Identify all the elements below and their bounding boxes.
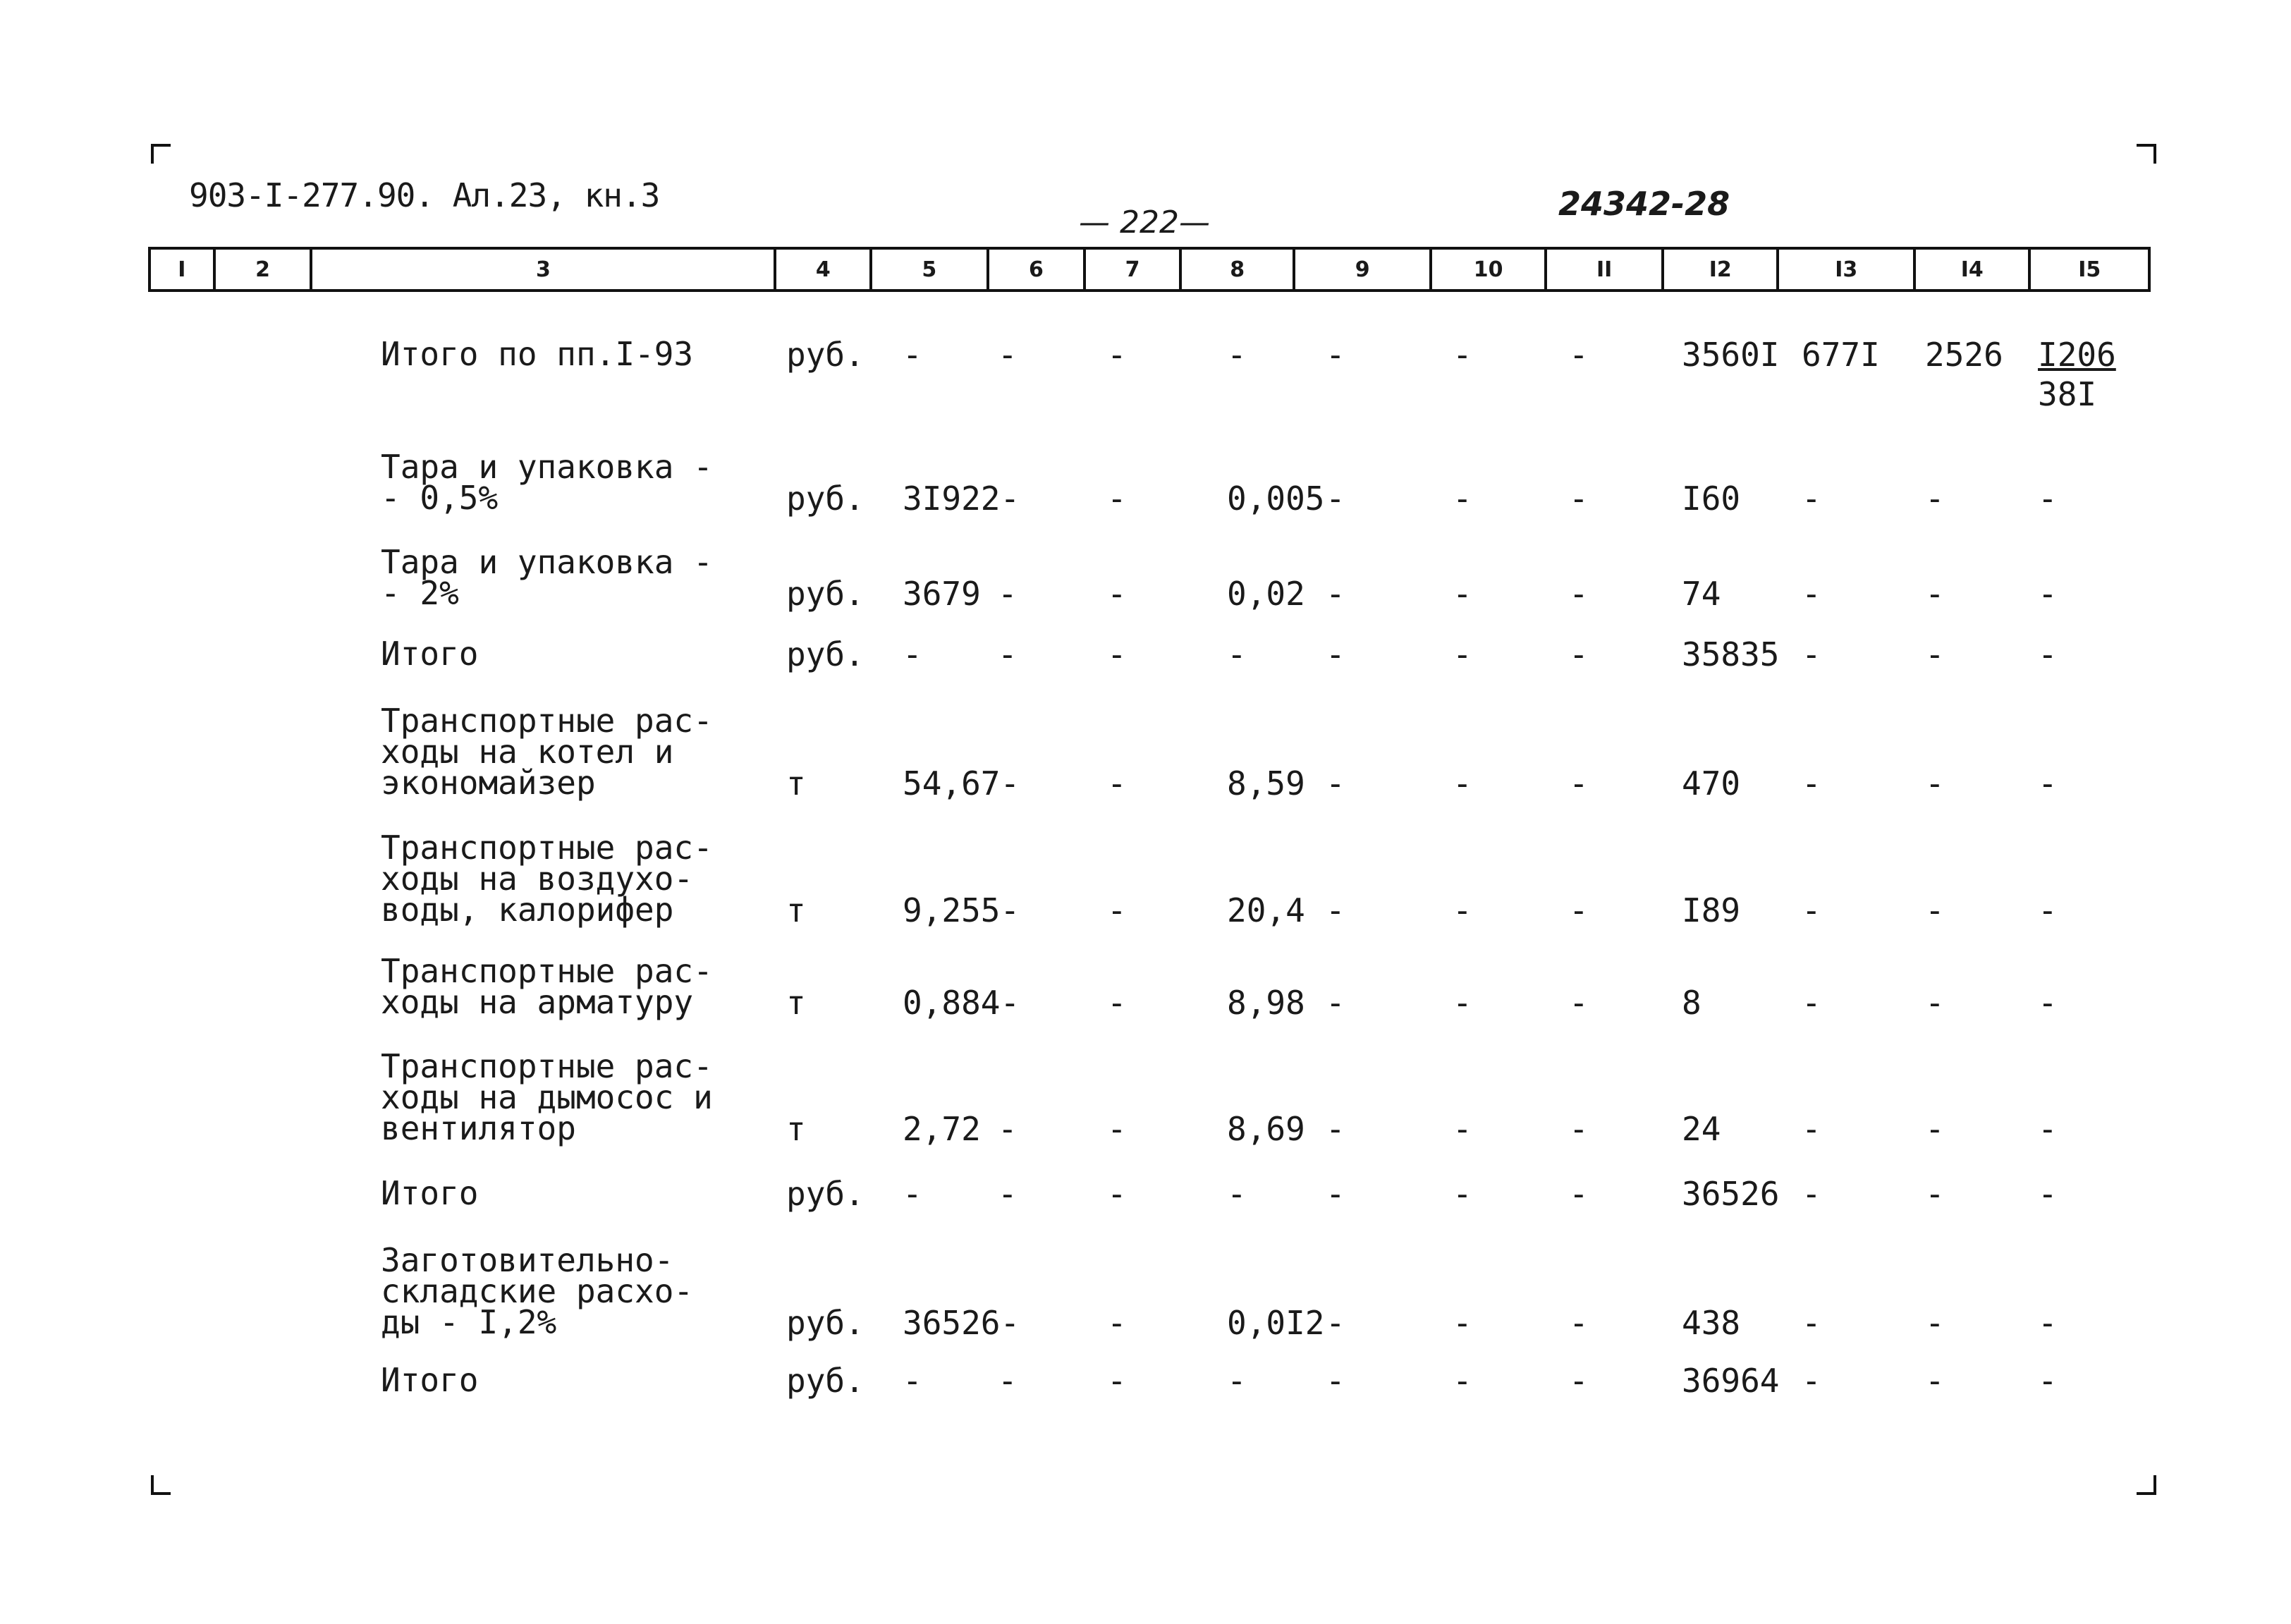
cell-c15: - [2038,1304,2058,1342]
column-number-15: I5 [2078,257,2101,282]
item-name [381,1174,479,1212]
item-name [381,335,694,373]
cell-c12: 3560I [1682,336,1780,374]
cell-c9: - [1326,891,1345,929]
cell-c15: - [2038,1110,2058,1148]
cell-c5: - [903,336,922,374]
item-name-line: - 2% [381,574,459,612]
cell-c15: - [2038,575,2058,613]
item-name-line: Итого [381,635,479,673]
cell-c13: - [1802,891,1821,929]
cell-c10: - [1453,1175,1472,1213]
cell-c13: - [1802,480,1821,518]
column-number-10: 10 [1432,250,1548,289]
column-number-12: I2 [1664,250,1780,289]
cell-c5: 3679 [903,575,981,613]
corner-mark-top-left [151,144,171,164]
cell-c14: - [1925,575,1945,613]
cell-unit: руб. [786,575,865,613]
cell-c11: - [1569,1110,1589,1148]
cell-c5: - [903,635,922,673]
cell-c14: - [1925,764,1945,802]
cell-c15: - [2038,984,2058,1022]
cell-c7: - [1107,575,1127,613]
cell-c7: - [1107,1304,1127,1342]
corner-mark-top-right [2137,144,2156,164]
item-name [381,1047,713,1147]
column-number-6: 6 [989,250,1087,289]
cell-unit: т [786,764,806,802]
cell-c10: - [1453,635,1472,673]
cell-c15-denominator: 38I [2038,375,2097,413]
cell-c9: - [1326,1362,1345,1400]
cell-c9: - [1326,1110,1345,1148]
cell-c14: - [1925,480,1945,518]
item-name-line: Тара и упаковка - [381,448,713,486]
item-name-line: - 0,5% [381,479,499,517]
item-name-line: Транспортные рас- [381,1047,713,1085]
cell-c11: - [1569,1362,1589,1400]
cell-c15: I206 [2038,336,2116,374]
cell-c7: - [1107,480,1127,518]
item-name-line: ходы на дымосос и [381,1078,713,1116]
cell-c7: - [1107,764,1127,802]
cell-c13: - [1802,1362,1821,1400]
cell-c7: - [1107,635,1127,673]
cell-c8: - [1227,336,1247,374]
cell-c12: 438 [1682,1304,1741,1342]
cell-c12: 24 [1682,1110,1721,1148]
cell-c13: - [1802,635,1821,673]
cell-unit: т [786,1110,806,1148]
cell-c13: - [1802,764,1821,802]
cell-c12: 36964 [1682,1362,1780,1400]
cell-c12: I60 [1682,480,1741,518]
cell-c14: - [1925,1362,1945,1400]
cell-unit: руб. [786,1175,865,1213]
cell-c13: - [1802,575,1821,613]
item-name-line: Итого по пп.I-93 [381,335,694,373]
cell-c14: - [1925,1175,1945,1213]
cell-c9: - [1326,764,1345,802]
cell-c6: - [998,575,1018,613]
item-name [381,448,713,517]
cell-c10: - [1453,1110,1472,1148]
item-name [381,829,713,929]
cell-c12: 35835 [1682,635,1780,673]
cell-c5: 3I922- [903,480,1020,518]
cell-c11: - [1569,764,1589,802]
cell-c13: 677I [1802,336,1880,374]
cell-c7: - [1107,1175,1127,1213]
cell-c14: - [1925,984,1945,1022]
cell-c11: - [1569,1175,1589,1213]
cell-c9: - [1326,480,1345,518]
cell-c12: 470 [1682,764,1741,802]
cell-c12: I89 [1682,891,1741,929]
item-name-line: Итого [381,1174,479,1212]
column-number-2: 2 [216,250,313,289]
corner-mark-bottom-right [2137,1475,2156,1495]
cell-c14: 2526 [1925,336,2003,374]
item-name-line: Транспортные рас- [381,702,713,740]
item-name-line: ходы на арматуру [381,983,694,1021]
item-name-line: вентилятор [381,1109,576,1147]
column-number-3: 3 [312,250,776,289]
cell-c9: - [1326,336,1345,374]
item-name-line: Заготовительно- [381,1241,674,1279]
cell-c15: - [2038,635,2058,673]
cell-c11: - [1569,1304,1589,1342]
cell-c8: - [1227,635,1247,673]
cell-c6: - [998,635,1018,673]
cell-c8: 20,4 [1227,891,1305,929]
column-number-5: 5 [872,250,989,289]
cell-c11: - [1569,891,1589,929]
cell-c7: - [1107,891,1127,929]
cell-c11: - [1569,336,1589,374]
cell-c12: 8 [1682,984,1702,1022]
item-name [381,702,713,802]
cell-c8: 0,005 [1227,480,1325,518]
column-number-11: II [1547,250,1664,289]
cell-c10: - [1453,1362,1472,1400]
cell-c7: - [1107,1362,1127,1400]
cell-c6: - [998,336,1018,374]
column-number-1: I [151,250,216,289]
cell-c5: 54,67- [903,764,1020,802]
cell-c13: - [1802,1304,1821,1342]
cell-c7: - [1107,984,1127,1022]
column-number-14: I4 [1916,250,2032,289]
cell-c10: - [1453,575,1472,613]
cell-c10: - [1453,1304,1472,1342]
item-name [381,1241,694,1341]
cell-c5: 2,72 [903,1110,981,1148]
cell-unit: руб. [786,635,865,673]
column-number-7: 7 [1086,250,1182,289]
cell-c6: - [998,1110,1018,1148]
item-name-line: ходы на котел и [381,733,674,771]
cell-c13: - [1802,984,1821,1022]
item-name-line: экономайзер [381,764,596,802]
cell-c8: - [1227,1362,1247,1400]
cell-c9: - [1326,575,1345,613]
column-number-13: I3 [1779,250,1915,289]
cell-c5: - [903,1362,922,1400]
cell-unit: т [786,891,806,929]
cell-unit: руб. [786,480,865,518]
cell-c15: - [2038,891,2058,929]
cell-c11: - [1569,984,1589,1022]
cell-c14: - [1925,891,1945,929]
cell-c11: - [1569,635,1589,673]
cell-c12: 36526 [1682,1175,1780,1213]
cell-c5: 36526- [903,1304,1020,1342]
column-number-4: 4 [776,250,872,289]
item-name-line: Итого [381,1361,479,1399]
cell-c8: 8,59 [1227,764,1305,802]
item-name [381,1361,479,1399]
cell-c15: - [2038,480,2058,518]
item-name-line: воды, калорифер [381,891,674,929]
cell-c11: - [1569,480,1589,518]
cell-unit: руб. [786,1362,865,1400]
cell-c15: - [2038,1362,2058,1400]
cell-unit: руб. [786,336,865,374]
cell-c8: - [1227,1175,1247,1213]
cell-c9: - [1326,984,1345,1022]
cell-c8: 0,02 [1227,575,1305,613]
cell-c15: - [2038,1175,2058,1213]
cell-c14: - [1925,1110,1945,1148]
cell-c6: - [998,1362,1018,1400]
column-number-8: 8 [1182,250,1296,289]
cell-c14: - [1925,635,1945,673]
cell-c13: - [1802,1110,1821,1148]
column-number-9: 9 [1295,250,1431,289]
cell-unit: руб. [786,1304,865,1342]
cell-c5: - [903,1175,922,1213]
cell-unit: т [786,984,806,1022]
item-name-line: ходы на воздухо- [381,860,694,898]
item-name [381,952,713,1021]
cell-c9: - [1326,635,1345,673]
cell-c13: - [1802,1175,1821,1213]
cell-c8: 8,98 [1227,984,1305,1022]
cell-c5: 9,255- [903,891,1020,929]
cell-c10: - [1453,764,1472,802]
cell-c10: - [1453,336,1472,374]
item-name-line: ды - I,2% [381,1303,557,1341]
cell-c7: - [1107,1110,1127,1148]
item-name-line: Транспортные рас- [381,829,713,867]
cell-c8: 8,69 [1227,1110,1305,1148]
cell-c7: - [1107,336,1127,374]
cell-c10: - [1453,891,1472,929]
document-code: 903-I-277.90. Ал.23, кн.3 [189,176,660,214]
cell-c10: - [1453,984,1472,1022]
cell-c8: 0,0I2 [1227,1304,1325,1342]
cell-c14: - [1925,1304,1945,1342]
cell-c10: - [1453,480,1472,518]
item-name [381,635,479,673]
item-name [381,543,713,612]
cell-c5: 0,884- [903,984,1020,1022]
item-name-line: Транспортные рас- [381,952,713,990]
cell-c6: - [998,1175,1018,1213]
cell-c12: 74 [1682,575,1721,613]
page-number: — 222— [1079,204,1210,240]
cell-c9: - [1326,1304,1345,1342]
item-name-line: складские расхо- [381,1272,694,1310]
sheet-code: 24342-28 [1558,185,1730,223]
cell-c11: - [1569,575,1589,613]
corner-mark-bottom-left [151,1475,171,1495]
item-name-line: Тара и упаковка - [381,543,713,581]
cell-c15: - [2038,764,2058,802]
column-number-header [148,247,2151,292]
cell-c9: - [1326,1175,1345,1213]
